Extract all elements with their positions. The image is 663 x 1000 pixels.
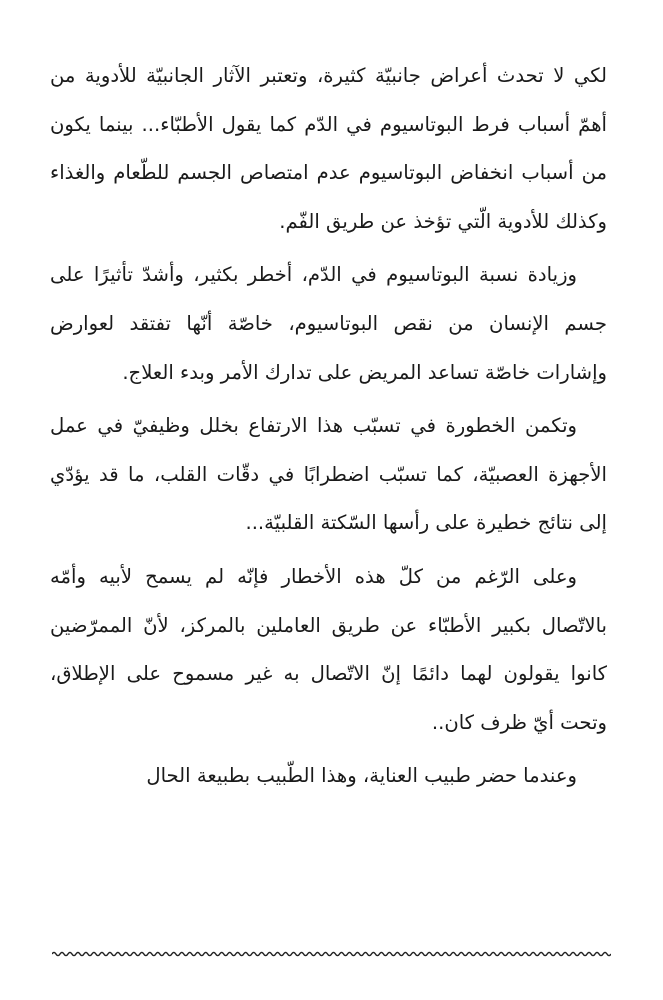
wavy-divider	[52, 948, 611, 960]
paragraph-potassium-increase: وزيادة نسبة البوتاسيوم في الدّم، أخطر بكثير، وأشدّ تأثيرًا على جسم الإنسان من نقص البوتاسيوم، خاصّة أنّها تفتقد لعوارض وإشارات خاصّة تساعد المريض على تدارك الأمر وبدء العلاج.	[50, 263, 607, 384]
paragraph-danger: وتكمن الخطورة في تسبّب هذا الارتفاع بخلل وظيفيّ في عمل الأجهزة العصبيّة، كما تسبّب اضطرابًا في دقّات القلب، ما قد يؤدّي إلى نتائج خطيرة على رأسها السّكتة القلبيّة...	[50, 414, 607, 535]
paragraph-doctor-arrival: وعندما حضر طبيب العناية، وهذا الطّبيب بطبيعة الحال	[146, 764, 577, 788]
wavy-line-icon	[52, 948, 611, 960]
paragraph-continuation: لكي لا تحدث أعراض جانبيّة كثيرة، وتعتبر الآثار الجانبيّة للأدوية من أهمّ أسباب فرط البوتاسيوم في الدّم كما يقول الأطبّاء... بينما يكون من أسباب انخفاض البوتاسيوم عدم امتصاص الجسم للطّعام والغذاء وكذلك للأدوية الّتي تؤخذ عن طريق الفّم.	[50, 64, 607, 233]
paragraph-despite-dangers: وعلى الرّغم من كلّ هذه الأخطار فإنّه لم يسمح لأبيه وأمّه بالاتّصال بكبير الأطبّاء عن طريق العاملين بالمركز، لأنّ الممرّضين كانوا يقولون لهما دائمًا إنّ الاتّصال به غير مسموح على الإطلاق، وتحت أيّ ظرف كان..	[50, 564, 607, 734]
